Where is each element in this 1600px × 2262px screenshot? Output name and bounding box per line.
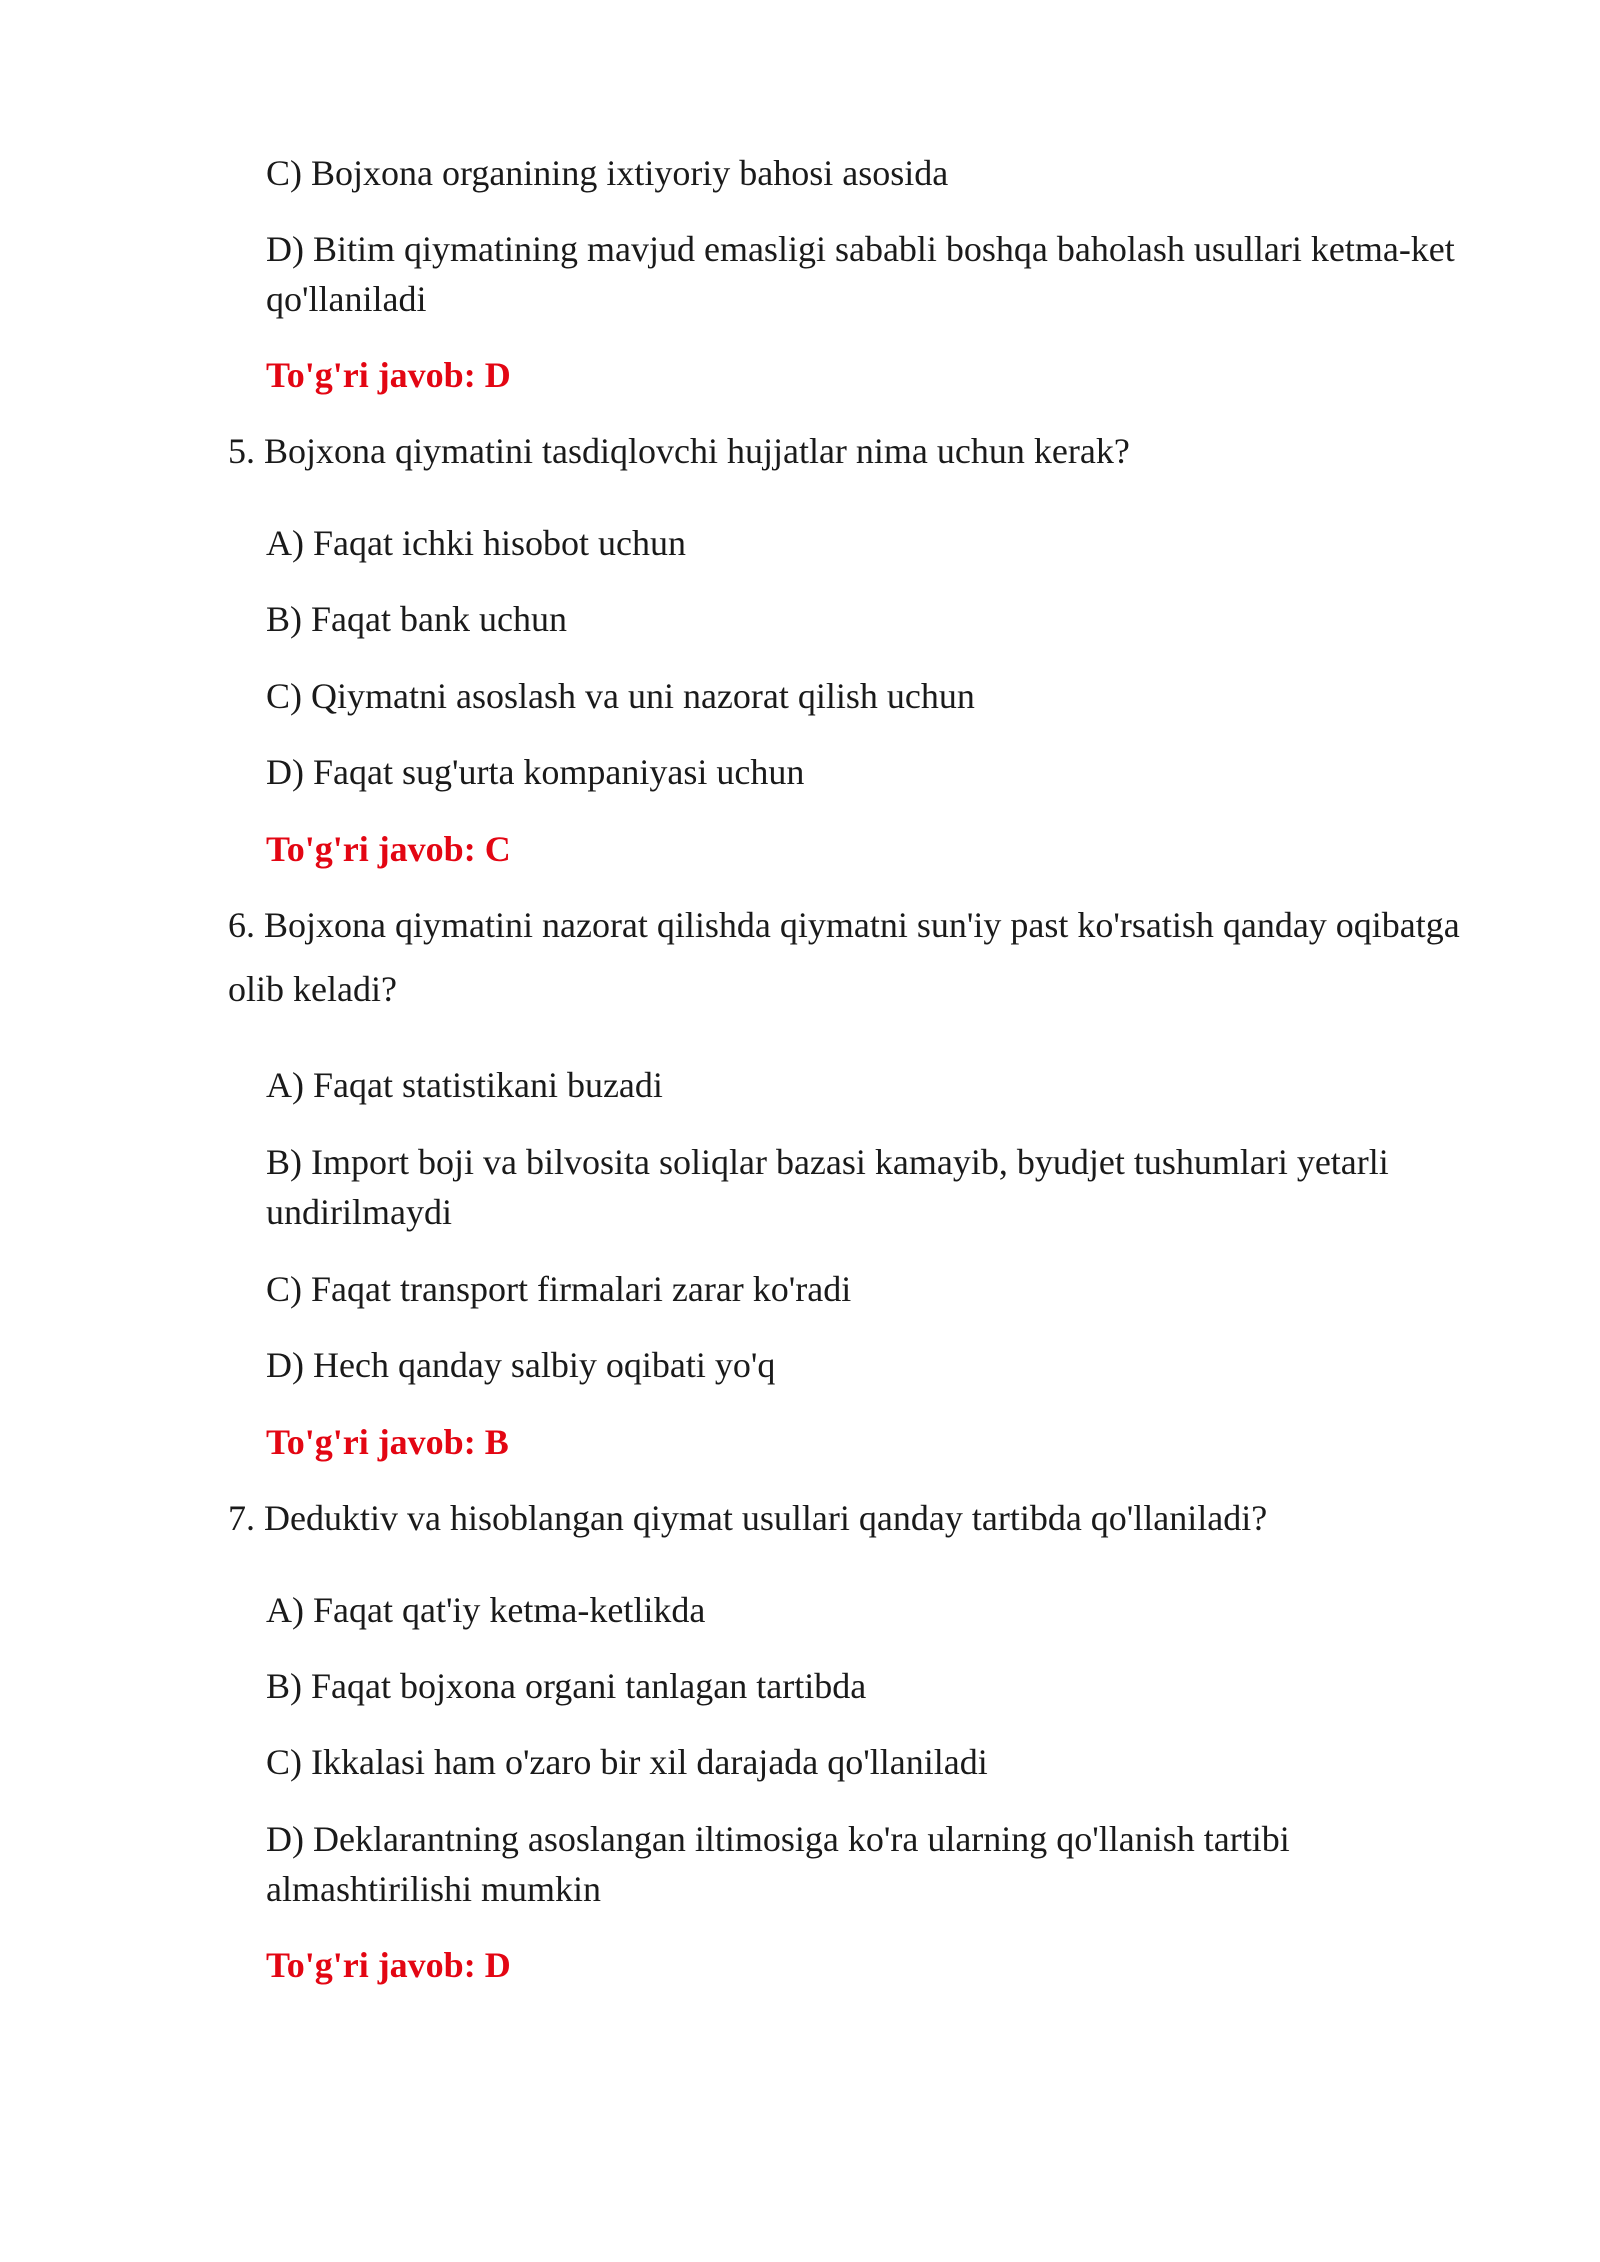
- option-d: D) Bitim qiymatining mavjud emasligi sababli boshqa baholash usullari ketma-ket qo'llaniladi: [266, 229, 1455, 319]
- option-c: C) Qiymatni asoslash va uni nazorat qilish uchun: [266, 676, 975, 716]
- option-c: C) Ikkalasi ham o'zaro bir xil darajada qo'llaniladi: [266, 1742, 988, 1782]
- correct-answer: To'g'ri javob: B: [266, 1422, 509, 1462]
- option-c: C) Faqat transport firmalari zarar ko'radi: [266, 1269, 852, 1309]
- option-b: B) Import boji va bilvosita soliqlar bazasi kamayib, byudjet tushumlari yetarli undirilmaydi: [266, 1142, 1389, 1232]
- option-a: A) Faqat ichki hisobot uchun: [266, 523, 686, 563]
- question-6: 6. Bojxona qiymatini nazorat qilishda qiymatni sun'iy past ko'rsatish qanday oqibatga olib keladi?: [228, 905, 1460, 1009]
- option-a: A) Faqat qat'iy ketma-ketlikda: [266, 1590, 706, 1630]
- correct-answer: To'g'ri javob: D: [266, 355, 511, 395]
- option-d: D) Faqat sug'urta kompaniyasi uchun: [266, 752, 805, 792]
- option-b: B) Faqat bojxona organi tanlagan tartibda: [266, 1666, 867, 1706]
- correct-answer: To'g'ri javob: D: [266, 1945, 511, 1985]
- question-7: 7. Deduktiv va hisoblangan qiymat usullari qanday tartibda qo'llaniladi?: [228, 1498, 1268, 1538]
- option-d: D) Deklarantning asoslangan iltimosiga ko'ra ularning qo'llanish tartibi almashtirilishi mumkin: [266, 1819, 1290, 1909]
- option-c: C) Bojxona organining ixtiyoriy bahosi asosida: [266, 153, 949, 193]
- option-d: D) Hech qanday salbiy oqibati yo'q: [266, 1345, 776, 1385]
- correct-answer: To'g'ri javob: C: [266, 829, 511, 869]
- question-5: 5. Bojxona qiymatini tasdiqlovchi hujjatlar nima uchun kerak?: [228, 431, 1130, 471]
- option-b: B) Faqat bank uchun: [266, 599, 567, 639]
- option-a: A) Faqat statistikani buzadi: [266, 1065, 663, 1105]
